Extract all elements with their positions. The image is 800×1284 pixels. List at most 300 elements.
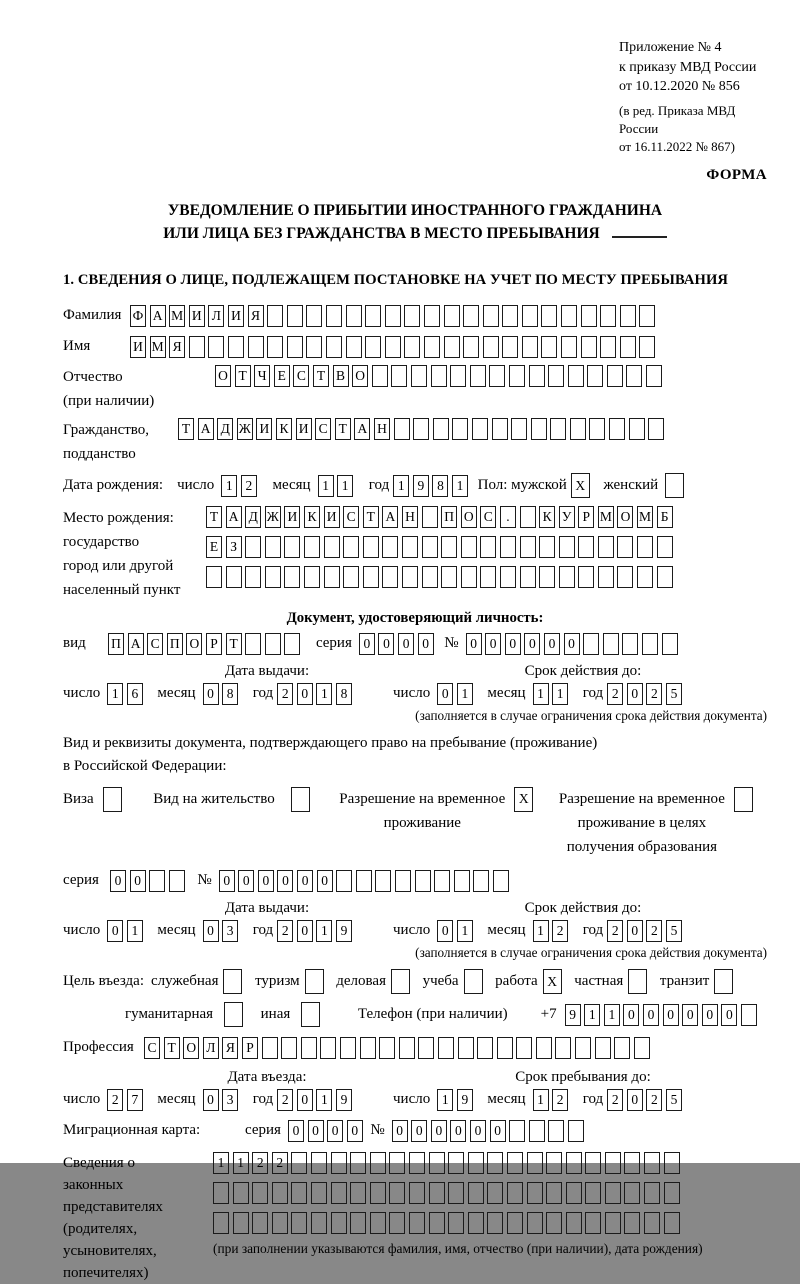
form-cell — [548, 1120, 564, 1142]
form-cell: Т — [363, 506, 379, 528]
form-cell — [311, 1212, 327, 1234]
form-title-line2: ИЛИ ЛИЦА БЕЗ ГРАЖДАНСТВА В МЕСТО ПРЕБЫВАНИЯ — [163, 224, 600, 242]
form-cell — [331, 1182, 347, 1204]
form-cell — [492, 418, 508, 440]
form-cell — [350, 1152, 366, 1174]
form-cell: 0 — [219, 870, 235, 892]
profession-boxes — [144, 1037, 653, 1059]
visa-checkbox — [103, 787, 126, 812]
form-cell: 0 — [470, 1120, 486, 1142]
birth-month-boxes — [318, 475, 357, 497]
form-cell: Я — [222, 1037, 238, 1059]
residence-validity-note: (заполняется в случае ограничения срока действия документа) — [415, 944, 767, 960]
form-cell: 1 — [452, 475, 468, 497]
form-cell: И — [324, 506, 340, 528]
form-cell — [639, 305, 655, 327]
appendix-subline-1: (в ред. Приказа МВД России — [619, 102, 736, 136]
phone-boxes — [565, 1004, 761, 1026]
doc-type-boxes — [108, 633, 304, 655]
form-cell — [546, 1212, 562, 1234]
form-cell: 0 — [627, 1089, 643, 1111]
rvp-label — [339, 787, 505, 835]
form-cell: X — [543, 969, 562, 994]
form-cell — [634, 1037, 650, 1059]
form-cell: 0 — [203, 1089, 219, 1111]
form-cell: 1 — [107, 683, 123, 705]
form-cell — [245, 566, 261, 588]
birthplace-label — [63, 506, 206, 602]
residence-dates-row — [63, 920, 767, 942]
form-cell — [438, 1037, 454, 1059]
form-cell — [487, 1212, 503, 1234]
form-cell — [561, 336, 577, 358]
sex-label: Пол: мужской — [477, 477, 567, 493]
form-cell — [529, 365, 545, 387]
representatives-label-line4: (родителях, — [63, 1220, 138, 1237]
surname-label: Фамилия — [63, 307, 122, 323]
form-cell — [637, 536, 653, 558]
form-cell — [603, 633, 619, 655]
form-cell — [741, 1004, 757, 1026]
form-cell — [391, 969, 410, 994]
form-cell — [248, 336, 264, 358]
residence-series-row — [63, 868, 767, 894]
form-cell — [422, 566, 438, 588]
form-cell — [620, 336, 636, 358]
doc-valid-date — [393, 683, 686, 705]
residence-permit-options — [63, 787, 767, 859]
form-cell — [734, 787, 753, 812]
form-cell — [441, 566, 457, 588]
entry-date — [63, 1089, 393, 1111]
form-cell: Д — [217, 418, 233, 440]
form-cell — [350, 1212, 366, 1234]
form-cell: А — [226, 506, 242, 528]
form-cell — [489, 365, 505, 387]
sex-female-checkbox — [665, 473, 688, 498]
form-cell: К — [539, 506, 555, 528]
form-cell — [470, 365, 486, 387]
form-cell — [566, 1152, 582, 1174]
form-cell: О — [183, 1037, 199, 1059]
form-cell: 0 — [317, 870, 333, 892]
form-cell — [429, 1182, 445, 1204]
purpose-private-checkbox — [628, 969, 651, 994]
form-cell — [487, 1182, 503, 1204]
form-cell: Ф — [130, 305, 146, 327]
form-cell — [568, 365, 584, 387]
form-cell — [415, 870, 431, 892]
form-cell: 0 — [297, 683, 313, 705]
form-cell — [644, 1152, 660, 1174]
identity-doc-row — [63, 631, 767, 657]
form-cell — [541, 305, 557, 327]
purpose-study-label: учеба — [422, 973, 459, 989]
rvp-checkbox — [514, 787, 537, 812]
form-title-line2-wrap — [63, 222, 767, 245]
residence-series-label: серия — [63, 872, 99, 888]
form-cell: 0 — [450, 1120, 466, 1142]
form-cell — [507, 1212, 523, 1234]
form-cell — [598, 536, 614, 558]
sex-male-checkbox — [571, 473, 594, 498]
citizenship-boxes — [178, 418, 668, 440]
form-cell — [477, 1037, 493, 1059]
rvp-edu-option — [559, 787, 757, 859]
form-cell — [581, 305, 597, 327]
form-cell — [267, 336, 283, 358]
form-cell: . — [500, 506, 516, 528]
form-cell: И — [296, 418, 312, 440]
form-cell — [389, 1152, 405, 1174]
form-cell: 0 — [682, 1004, 698, 1026]
form-cell: 0 — [627, 683, 643, 705]
form-cell — [424, 336, 440, 358]
doc-validity-note: (заполняется в случае ограничения срока действия документа) — [415, 707, 767, 723]
form-cell — [418, 1037, 434, 1059]
form-cell — [657, 566, 673, 588]
residence-issue-date — [63, 920, 393, 942]
form-cell: 0 — [392, 1120, 408, 1142]
form-cell — [431, 365, 447, 387]
birthplace-label-line4: населенный пункт — [63, 581, 181, 598]
form-cell — [454, 870, 470, 892]
form-title-line1: УВЕДОМЛЕНИЕ О ПРИБЫТИИ ИНОСТРАННОГО ГРАЖДАНИНА — [167, 201, 663, 219]
birthplace-row — [63, 506, 767, 602]
birthdate-row — [63, 473, 767, 499]
form-cell: Т — [226, 633, 242, 655]
form-cell — [507, 1152, 523, 1174]
purpose-humanitarian-label: гуманитарная — [125, 1006, 214, 1022]
representatives-row1-boxes — [213, 1152, 703, 1174]
form-cell — [206, 566, 222, 588]
citizenship-label-line2: подданство — [63, 445, 136, 462]
form-cell — [284, 536, 300, 558]
migration-series-boxes — [288, 1120, 366, 1142]
form-cell: 1 — [533, 1089, 549, 1111]
form-cell: 1 — [457, 920, 473, 942]
form-cell: М — [637, 506, 653, 528]
residence-dates-headings — [63, 900, 767, 917]
stay-year-label: год — [582, 1091, 604, 1107]
form-cell — [589, 418, 605, 440]
form-cell — [657, 536, 673, 558]
stay-until-date — [393, 1089, 686, 1111]
form-cell: У — [559, 506, 575, 528]
form-cell: И — [130, 336, 146, 358]
form-cell: Т — [335, 418, 351, 440]
form-cell — [356, 870, 372, 892]
form-cell: 1 — [533, 920, 549, 942]
form-cell — [265, 566, 281, 588]
form-cell: 0 — [398, 633, 414, 655]
form-cell: 2 — [277, 683, 293, 705]
form-cell — [287, 336, 303, 358]
purpose-other-label: иная — [260, 1006, 291, 1022]
form-cell — [614, 1037, 630, 1059]
form-cell: 8 — [222, 683, 238, 705]
form-cell — [583, 633, 599, 655]
form-cell — [502, 305, 518, 327]
patronymic-label-line2: (при наличии) — [63, 392, 155, 409]
form-cell — [644, 1212, 660, 1234]
form-cell — [413, 418, 429, 440]
form-cell — [600, 305, 616, 327]
form-cell: 0 — [485, 633, 501, 655]
form-cell — [587, 365, 603, 387]
stay-day-label: число — [393, 1091, 431, 1107]
doc-valid-year-label: год — [582, 685, 604, 701]
form-cell — [385, 305, 401, 327]
form-cell: 0 — [297, 1089, 313, 1111]
form-cell — [522, 336, 538, 358]
doc-valid-day-label: число — [393, 685, 431, 701]
form-cell — [379, 1037, 395, 1059]
form-cell: 2 — [607, 683, 623, 705]
form-cell — [346, 305, 362, 327]
form-cell: О — [215, 365, 231, 387]
form-cell: 0 — [411, 1120, 427, 1142]
form-cell: Ж — [265, 506, 281, 528]
purpose-label: Цель въезда: — [63, 973, 144, 989]
form-cell — [226, 566, 242, 588]
doc-number-boxes — [466, 633, 682, 655]
form-cell: 0 — [203, 683, 219, 705]
citizenship-label-line1: Гражданство, — [63, 421, 150, 438]
form-cell — [370, 1152, 386, 1174]
birthplace-row2-boxes — [206, 536, 676, 558]
purpose-official-label: служебная — [150, 973, 219, 989]
form-cell: П — [167, 633, 183, 655]
form-cell — [600, 336, 616, 358]
form-cell: 0 — [308, 1120, 324, 1142]
form-cell — [665, 473, 684, 498]
form-cell — [509, 365, 525, 387]
form-cell — [617, 536, 633, 558]
form-cell — [287, 305, 303, 327]
form-cell — [607, 365, 623, 387]
birthplace-label-line2: государство — [63, 533, 140, 550]
form-cell — [516, 1037, 532, 1059]
residence-doc-intro — [63, 732, 767, 778]
form-cell: 9 — [413, 475, 429, 497]
representatives-row2-boxes — [213, 1182, 703, 1204]
doc-issue-day-boxes — [107, 683, 146, 705]
form-cell: 0 — [643, 1004, 659, 1026]
form-cell — [409, 1182, 425, 1204]
firstname-boxes — [130, 336, 659, 358]
form-cell: 0 — [378, 633, 394, 655]
form-cell — [360, 1037, 376, 1059]
appendix-header — [619, 38, 767, 156]
form-cell — [252, 1182, 268, 1204]
form-cell: 0 — [437, 920, 453, 942]
form-cell: Т — [164, 1037, 180, 1059]
form-cell: П — [441, 506, 457, 528]
form-cell — [507, 1182, 523, 1204]
form-cell — [559, 566, 575, 588]
purpose-work-checkbox — [543, 969, 566, 994]
patronymic-row — [63, 365, 767, 413]
doc-series-label: серия — [315, 635, 352, 651]
residence-issue-day-label: число — [63, 922, 101, 938]
form-cell — [646, 365, 662, 387]
entry-month-boxes — [203, 1089, 242, 1111]
profession-label: Профессия — [63, 1039, 134, 1055]
form-cell — [343, 536, 359, 558]
form-cell — [664, 1152, 680, 1174]
form-cell: 1 — [316, 683, 332, 705]
residence-doc-line1: Вид и реквизиты документа, подтверждающего право на пребывание (проживание) — [63, 734, 598, 751]
form-cell — [394, 418, 410, 440]
representatives-label — [63, 1152, 213, 1284]
form-cell — [624, 1182, 640, 1204]
form-cell — [324, 566, 340, 588]
form-cell: 0 — [544, 633, 560, 655]
form-cell — [502, 336, 518, 358]
form-cell: 1 — [127, 920, 143, 942]
form-cell — [365, 305, 381, 327]
form-cell — [448, 1212, 464, 1234]
appendix-line-3: от 10.12.2020 № 856 — [619, 79, 740, 94]
representatives-row3-boxes — [213, 1212, 703, 1234]
form-cell: 1 — [533, 683, 549, 705]
form-cell: 0 — [130, 870, 146, 892]
form-cell — [622, 633, 638, 655]
form-cell — [585, 1182, 601, 1204]
birthplace-row3-boxes — [206, 566, 676, 588]
representatives-box-rows-inner — [213, 1152, 703, 1234]
doc-number-label: № — [444, 635, 459, 651]
form-cell: Л — [208, 305, 224, 327]
form-cell — [520, 506, 536, 528]
stay-month-label: месяц — [487, 1091, 526, 1107]
form-cell — [189, 336, 205, 358]
form-cell — [382, 536, 398, 558]
form-cell: 1 — [337, 475, 353, 497]
forma-label: ФОРМА — [706, 166, 767, 183]
form-cell — [561, 305, 577, 327]
form-cell — [539, 566, 555, 588]
form-cell — [245, 633, 261, 655]
form-cell — [213, 1212, 229, 1234]
birthplace-label-line1: Место рождения: — [63, 509, 174, 526]
form-cell — [483, 336, 499, 358]
form-cell — [714, 969, 733, 994]
form-title — [63, 199, 767, 245]
form-cell — [598, 566, 614, 588]
form-cell — [305, 969, 324, 994]
form-cell: 0 — [721, 1004, 737, 1026]
form-cell: 2 — [646, 920, 662, 942]
surname-row — [63, 303, 767, 329]
form-cell — [389, 1212, 405, 1234]
form-cell: 2 — [277, 1089, 293, 1111]
form-cell — [628, 969, 647, 994]
rvp-edu-label — [559, 787, 725, 859]
form-cell: Р — [578, 506, 594, 528]
form-cell — [555, 1037, 571, 1059]
form-cell — [391, 365, 407, 387]
form-cell — [311, 1152, 327, 1174]
form-cell — [473, 870, 489, 892]
migration-number-boxes — [392, 1120, 588, 1142]
phone-label: Телефон (при наличии) — [357, 1006, 508, 1022]
form-cell — [448, 1182, 464, 1204]
form-cell — [527, 1212, 543, 1234]
form-cell — [365, 336, 381, 358]
form-cell: Р — [206, 633, 222, 655]
form-cell — [409, 1212, 425, 1234]
birth-day-boxes — [221, 475, 260, 497]
form-cell — [291, 1152, 307, 1174]
form-cell — [497, 1037, 513, 1059]
form-cell — [272, 1182, 288, 1204]
form-cell: Р — [242, 1037, 258, 1059]
form-cell — [617, 566, 633, 588]
doc-dates-headings — [63, 663, 767, 680]
form-cell — [444, 305, 460, 327]
form-cell: Ч — [254, 365, 270, 387]
form-cell — [527, 1182, 543, 1204]
form-cell — [500, 566, 516, 588]
form-cell: 8 — [336, 683, 352, 705]
form-cell — [511, 418, 527, 440]
form-cell — [306, 305, 322, 327]
form-cell: 2 — [277, 920, 293, 942]
form-cell: 0 — [238, 870, 254, 892]
form-cell — [520, 566, 536, 588]
representatives-label-line6: попечителях) — [63, 1264, 149, 1281]
residence-issue-year-label: год — [252, 922, 274, 938]
form-cell — [581, 336, 597, 358]
form-cell: П — [108, 633, 124, 655]
rvp-edu-label-line3: получения образования — [566, 838, 718, 855]
form-cell — [350, 1182, 366, 1204]
form-cell: 9 — [336, 920, 352, 942]
appendix-line-2: к приказу МВД России — [619, 59, 757, 75]
residence-doc-line2: в Российской Федерации: — [63, 757, 227, 774]
form-cell — [169, 870, 185, 892]
purpose-official-checkbox — [223, 969, 246, 994]
residence-valid-month-label: месяц — [487, 922, 526, 938]
birthplace-row1-boxes — [206, 506, 676, 528]
form-cell: X — [571, 473, 590, 498]
form-cell — [520, 536, 536, 558]
doc-issue-year-label: год — [252, 685, 274, 701]
form-cell: 0 — [277, 870, 293, 892]
form-cell: 0 — [203, 920, 219, 942]
form-cell — [493, 870, 509, 892]
purpose-work-label: работа — [495, 973, 538, 989]
form-cell: 1 — [213, 1152, 229, 1174]
form-cell: 1 — [393, 475, 409, 497]
form-cell — [629, 418, 645, 440]
doc-issue-month-label: месяц — [157, 685, 196, 701]
rvp-label-line2: проживание — [383, 814, 461, 831]
form-cell: С — [147, 633, 163, 655]
form-cell: С — [293, 365, 309, 387]
form-cell — [389, 1182, 405, 1204]
form-cell — [626, 365, 642, 387]
residence-valid-year-boxes — [607, 920, 685, 942]
form-cell — [245, 536, 261, 558]
form-cell — [664, 1182, 680, 1204]
doc-issue-date — [63, 683, 393, 705]
form-cell — [272, 1212, 288, 1234]
form-cell: И — [228, 305, 244, 327]
doc-valid-year-boxes — [607, 683, 685, 705]
